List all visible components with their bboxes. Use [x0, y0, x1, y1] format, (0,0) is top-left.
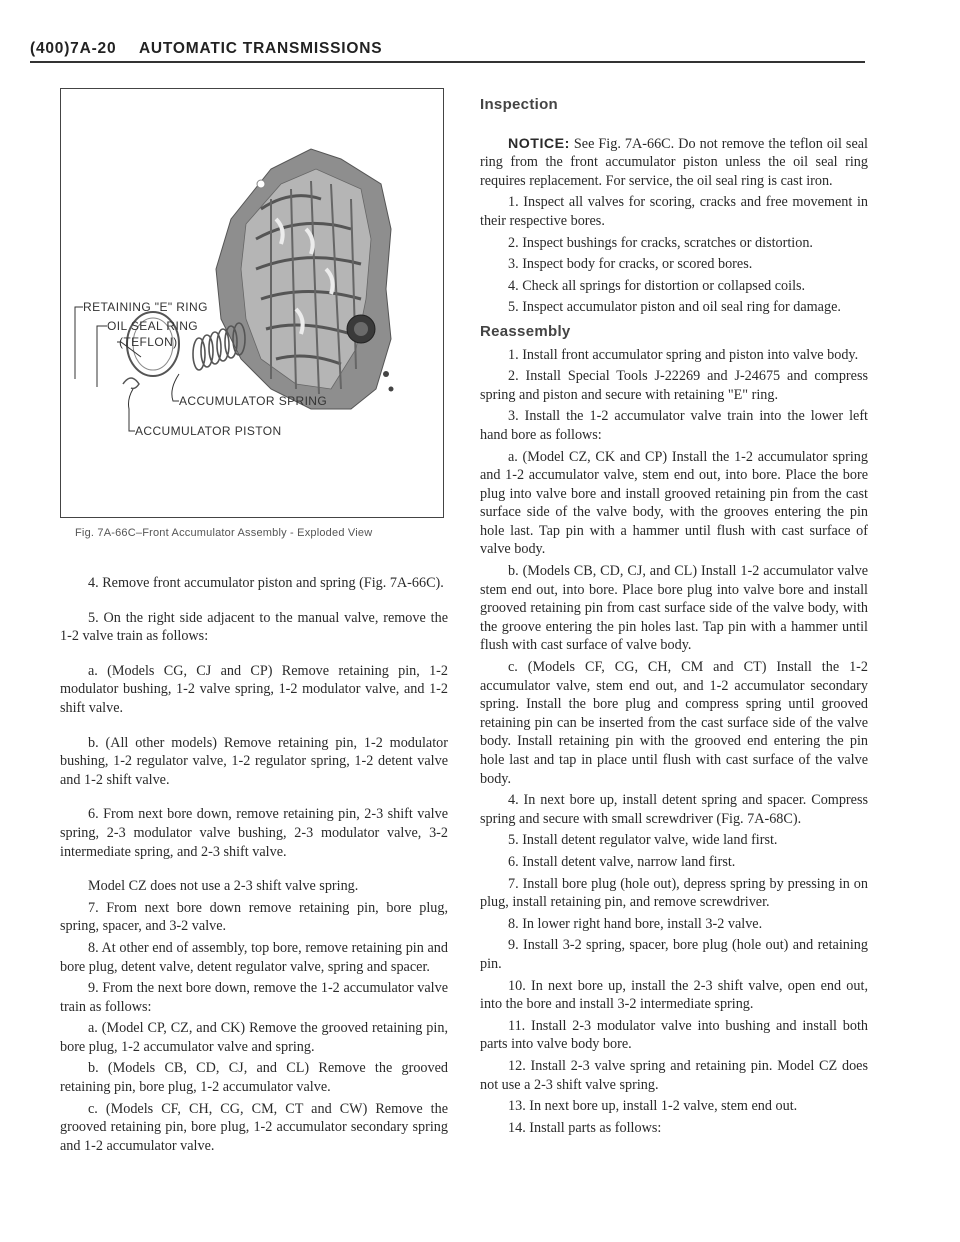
paragraph: 4. Remove front accumulator piston and spring (Fig. 7A-66C). [88, 575, 444, 591]
paragraph: 8. At other end of assembly, top bore, remove retaining pin and bore plug, detent valve, detent regulator valve, spring and spacer. [60, 939, 448, 975]
paragraph: 7. Install bore plug (hole out), depress spring by pressing in on plug, install retaining pin, and remove screwdriver. [480, 875, 868, 911]
paragraph: a. (Models CG, CJ and CP) Remove retaining pin, 1-2 modulator bushing, 1-2 valve spring, 1-2 modulator valve, and 1-2 shift valve. [60, 662, 448, 716]
page-title: AUTOMATIC TRANSMISSIONS [138, 40, 383, 57]
callout-retaining-e-ring: RETAINING "E" RING [83, 300, 208, 314]
left-column [60, 574, 448, 1158]
callout-teflon: (TEFLON) [119, 335, 178, 349]
paragraph: 5. On the right side adjacent to the manual valve, remove the 1-2 valve train as follows: [60, 609, 448, 645]
valve-body-casting [216, 149, 394, 409]
paragraph: 4. In next bore up, install detent spring and spacer. Compress spring and secure with small screwdriver (Fig. 7A-68C). [480, 792, 868, 827]
paragraph: Model CZ does not use a 2-3 shift valve spring. [88, 878, 359, 895]
figure-box [60, 88, 444, 518]
paragraph: 11. Install 2-3 modulator valve into bushing and install both parts into valve body bore. [480, 1017, 868, 1053]
retaining-e-ring-drawing [123, 378, 139, 389]
paragraph: 4. Check all springs for distortion or collapsed coils. [508, 277, 806, 294]
paragraph: 10. In next bore up, install the 2-3 shift valve, open end out, into the bore and install 3-2 intermediate spring. [480, 977, 868, 1013]
paragraph: a. (Model CP, CZ, and CK) Remove the grooved retaining pin, bore plug, 1-2 accumulator valve and spring. [60, 1020, 448, 1055]
callout-accumulator-piston: ACCUMULATOR PISTON [135, 424, 282, 438]
paragraph: 6. Install detent valve, narrow land first. [508, 853, 736, 870]
section-heading-reassembly: Reassembly [480, 322, 571, 340]
page-code: (400)7A-20 [30, 40, 117, 57]
callout-oil-seal-ring: OIL SEAL RING [107, 319, 199, 333]
paragraph: b. (All other models) Remove retaining pin, 1-2 modulator bushing, 1-2 regulator valve, 1-2 regulator spring, 1-2 detent valve and 1-2 shift valve. [60, 734, 448, 788]
paragraph: c. (Models CF, CH, CG, CM, CT and CW) Remove the grooved retaining pin, bore plug, 1-2 accumulator secondary spring and 1-2 accumulator valve. [60, 1100, 448, 1154]
paragraph: 9. Install 3-2 spring, spacer, bore plug (hole out) and retaining pin. [480, 937, 868, 972]
notice-label: NOTICE: [508, 135, 570, 152]
paragraph: 2. Install Special Tools J-22269 and J-24675 and compress spring and piston and secure with retaining "E" ring. [480, 368, 868, 403]
paragraph: b. (Models CB, CD, CJ, and CL) Remove the grooved retaining pin, bore plug, 1-2 accumulator valve. [60, 1060, 448, 1096]
paragraph: b. (Models CB, CD, CJ, and CL) Install 1-2 accumulator valve stem end out, into bore. Place bore plug into valve bore and install grooved retaining pin from cast surface side of the valve body, with the groove entering the pin holes last. Tap pin with a hammer until flush with cast surface of valve body. [480, 563, 868, 654]
paragraph: 13. In next bore up, install 1-2 valve, stem end out. [508, 1098, 798, 1115]
paragraph: 5. Inspect accumulator piston and oil seal ring for damage. [508, 299, 841, 316]
paragraph: 9. From the next bore down, remove the 1-2 accumulator valve train as follows: [60, 980, 448, 1015]
page-header [30, 40, 382, 58]
paragraph: 2. Inspect bushings for cracks, scratches or distortion. [508, 234, 813, 251]
callout-accumulator-spring: ACCUMULATOR SPRING [179, 394, 328, 408]
paragraph: 14. Install parts as follows: [508, 1119, 662, 1136]
right-column [480, 96, 868, 1140]
notice-text: See Fig. 7A-66C. Do not remove the teflon oil seal ring from the front accumulator piston unless the oil seal ring requires replacement. For service, the oil seal ring is cast iron. [480, 135, 868, 189]
header-rule [30, 61, 865, 63]
notice-paragraph [480, 135, 868, 191]
paragraph: 6. From next bore down, remove retaining pin, 2-3 shift valve spring, 2-3 modulator valve bushing, 2-3 modulator valve, 3-2 intermediate spring, and 2-3 shift valve. [60, 806, 448, 860]
paragraph: 12. Install 2-3 valve spring and retaining pin. Model CZ does not use a 2-3 shift valve spring. [480, 1057, 868, 1093]
paragraph: 1. Install front accumulator spring and piston into valve body. [508, 346, 859, 363]
section-heading-inspection: Inspection [480, 96, 559, 113]
paragraph: a. (Model CZ, CK and CP) Install the 1-2 accumulator spring and 1-2 accumulator valve, stem end out, into bore. Place the bore plug into valve bore and install grooved retaining pin from the cast surface side of the valve body, with the grooves entering the pin hole last. Tap pin with a hammer until flush with cast surface of valve body. [480, 448, 868, 558]
paragraph: 5. Install detent regulator valve, wide land first. [508, 832, 778, 849]
paragraph: 8. In lower right hand bore, install 3-2 valve. [508, 915, 763, 932]
paragraph: 7. From next bore down remove retaining pin, bore plug, spring, spacer, and 3-2 valve. [60, 899, 448, 935]
figure-caption: Fig. 7A-66C–Front Accumulator Assembly - Exploded View [75, 527, 373, 539]
paragraph: c. (Models CF, CG, CH, CM and CT) Install the 1-2 accumulator valve, stem end out, and 1-2 accumulator secondary spring. Install the bore plug and compress spring until grooved retaining pin can be inserted from the cast surface side of the valve body. Install retaining pin with the grooved end entering the pin hole last and tap in place until flush with cast surface of the valve body. [480, 659, 868, 787]
paragraph: 1. Inspect all valves for scoring, cracks and free movement in their respective bores. [480, 194, 868, 229]
paragraph: 3. Install the 1-2 accumulator valve train into the lower left hand bore as follows: [480, 408, 868, 443]
paragraph: 3. Inspect body for cracks, or scored bores. [508, 256, 753, 273]
